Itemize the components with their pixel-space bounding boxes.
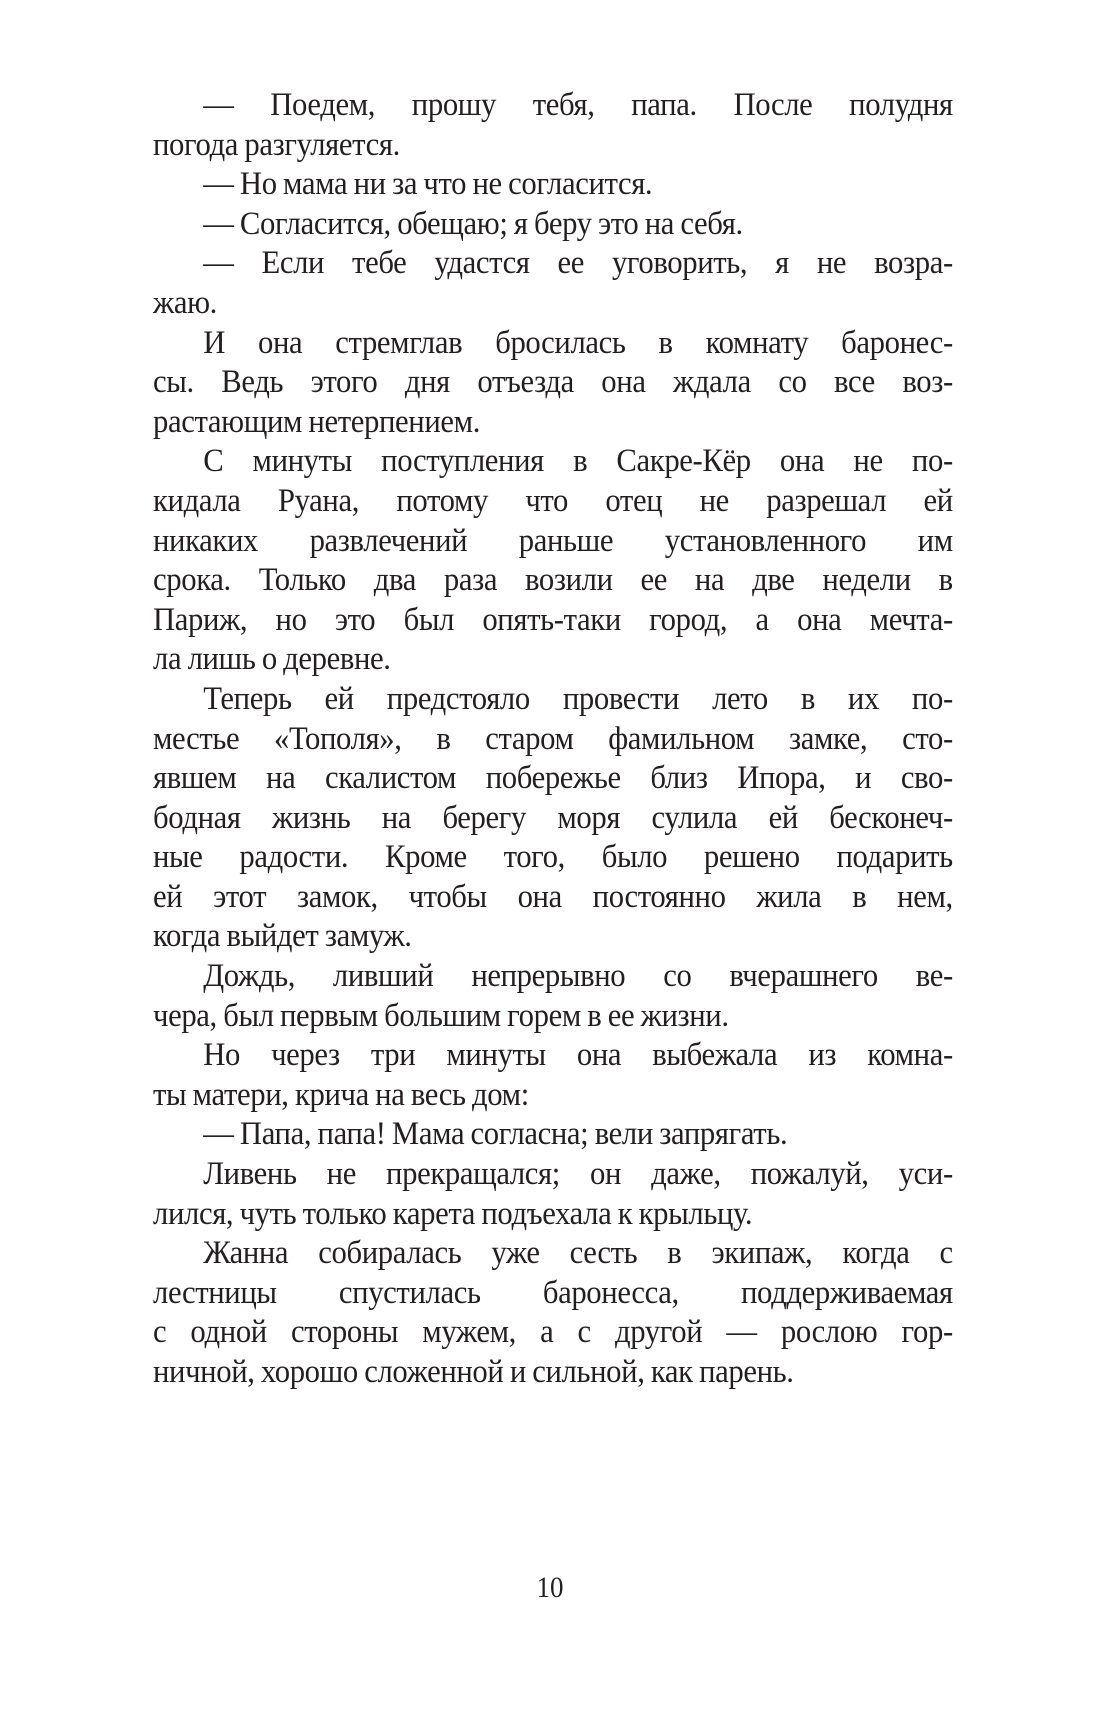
text-line: И она стремглав бросилась в комнату баронес- bbox=[203, 324, 953, 361]
text-line: кидала Руана, потому что отец не разрешал ей bbox=[153, 482, 953, 519]
text-line: растающим нетерпением. bbox=[153, 403, 480, 440]
text-line: сы. Ведь этого дня отъезда она ждала со все воз- bbox=[153, 364, 953, 401]
text-line: С минуты поступления в Сакре-Кёр она не по- bbox=[203, 443, 953, 480]
text-line: ла лишь о деревне. bbox=[153, 641, 391, 678]
text-line: лился, чуть только карета подъехала к крыльцу. bbox=[153, 1195, 753, 1232]
text-line: жаю. bbox=[153, 284, 217, 321]
text-line: Жанна собиралась уже сесть в экипаж, когда с bbox=[203, 1235, 953, 1272]
text-line: Париж, но это был опять-таки город, а она мечта- bbox=[153, 601, 953, 638]
text-line: лестницы спустилась баронесса, поддерживаемая bbox=[153, 1274, 953, 1311]
text-line: — Но мама ни за что не согласится. bbox=[203, 166, 653, 203]
text-line: явшем на скалистом побережье близ Ипора, и сво- bbox=[153, 760, 953, 797]
text-line: ничной, хорошо сложенной и сильной, как парень. bbox=[153, 1354, 794, 1390]
text-line: Ливень не прекращался; он даже, пожалуй, уси- bbox=[203, 1156, 953, 1193]
text-line: погода разгуляется. bbox=[153, 126, 400, 163]
body-text bbox=[153, 86, 953, 1393]
text-line: с одной стороны мужем, а с другой — рослою гор- bbox=[153, 1314, 953, 1351]
text-line: никаких развлечений раньше установленного им bbox=[153, 522, 953, 559]
text-line: срока. Только два раза возили ее на две недели в bbox=[153, 562, 953, 599]
text-line: — Согласится, обещаю; я беру это на себя. bbox=[203, 205, 743, 242]
text-line: местье «Тополя», в старом фамильном замке, сто- bbox=[153, 720, 953, 757]
text-line: Дождь, ливший непрерывно со вчерашнего ве- bbox=[203, 958, 953, 995]
text-line: ные радости. Кроме того, было решено подарить bbox=[153, 839, 953, 876]
text-line: — Папа, папа! Мама согласна; вели запрягать. bbox=[203, 1116, 788, 1153]
text-line: Но через три минуты она выбежала из комна- bbox=[203, 1037, 953, 1074]
text-line: — Если тебе удастся ее уговорить, я не возра- bbox=[203, 245, 953, 282]
text-line: бодная жизнь на берегу моря сулила ей бесконеч- bbox=[153, 799, 953, 836]
text-line: ты матери, крича на весь дом: bbox=[153, 1076, 529, 1113]
text-line: Теперь ей предстояло провести лето в их по- bbox=[203, 680, 953, 717]
text-line: когда выйдет замуж. bbox=[153, 918, 412, 955]
text-line: чера, был первым большим горем в ее жизни. bbox=[153, 997, 729, 1034]
text-line: ей этот замок, чтобы она постоянно жила в нем, bbox=[153, 878, 953, 915]
page-number: 10 bbox=[536, 1571, 564, 1604]
text-line: — Поедем, прошу тебя, папа. После полудня bbox=[203, 87, 953, 123]
